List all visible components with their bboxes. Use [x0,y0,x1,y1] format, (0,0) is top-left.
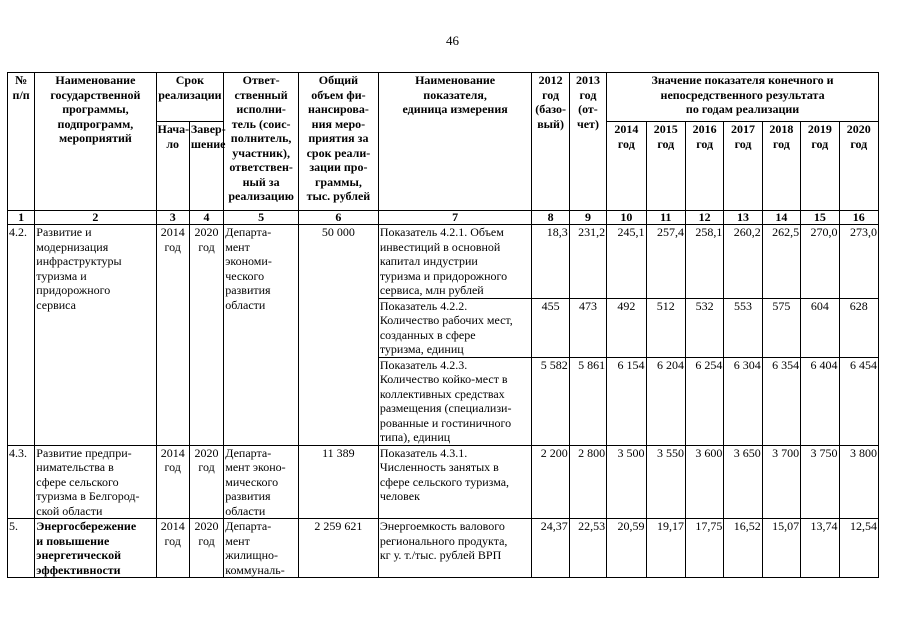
indicator-name: Энергоемкость валового регионального продукта, кг у. т./тыс. рублей ВРП [378,519,532,578]
row-number: 4.2. [8,225,35,446]
funding: 50 000 [299,225,379,446]
header-year: 2015 год [646,122,685,211]
indicator-name: Показатель 4.2.3. Количество койко-мест в коллективных средствах размещения (специализи- рованные и гостиничного типа), единиц [378,357,532,445]
value-cell: 473 [569,298,606,357]
value-cell: 492 [607,298,646,357]
column-number: 7 [378,211,532,225]
page-number: 46 [446,33,459,48]
header-term: Срок реализации [156,73,224,122]
value-cell: 16,52 [724,519,762,578]
value-cell: 6 204 [646,357,685,445]
header-indicator: Наименование показателя, единица измерения [378,73,532,211]
header-num: № п/п [8,73,35,211]
value-cell: 24,37 [532,519,569,578]
value-cell: 6 354 [762,357,800,445]
value-cell: 532 [685,298,723,357]
column-number: 11 [646,211,685,225]
value-cell: 2 800 [569,445,606,519]
value-cell: 19,17 [646,519,685,578]
indicator-name: Показатель 4.2.2. Количество рабочих мест, созданных в сфере туризма, единиц [378,298,532,357]
column-number: 1 [8,211,35,225]
column-number: 12 [685,211,723,225]
header-executor: Ответ- ственный исполни- тель (соис- полнитель, участник), ответствен- ный за реализацию [224,73,299,211]
value-cell: 12,54 [839,519,878,578]
table-row [8,225,879,299]
column-number: 3 [156,211,189,225]
value-cell: 3 650 [724,445,762,519]
value-cell: 3 800 [839,445,878,519]
column-number: 2 [35,211,156,225]
column-number: 10 [607,211,646,225]
value-cell: 3 600 [685,445,723,519]
value-cell: 455 [532,298,569,357]
term-end: 2020 год [189,225,223,446]
term-start: 2014 год [156,519,189,578]
value-cell: 5 582 [532,357,569,445]
header-2012: 2012 год (базо- вый) [532,73,569,211]
value-cell: 17,75 [685,519,723,578]
value-cell: 273,0 [839,225,878,299]
header-result: Значение показателя конечного и непосредственного результата по годам реализации [607,73,879,122]
value-cell: 5 861 [569,357,606,445]
row-number: 5. [8,519,35,578]
table-header [8,73,879,225]
term-end: 2020 год [189,519,223,578]
funding: 2 259 621 [299,519,379,578]
measure-name: Развитие предпри- нимательства в сфере сельского туризма в Белгород- ской области [35,445,156,519]
value-cell: 6 404 [801,357,839,445]
column-number: 4 [189,211,223,225]
executor: Департа- мент эконо- мического развития области [224,445,299,519]
value-cell: 2 200 [532,445,569,519]
program-table [7,72,879,578]
value-cell: 604 [801,298,839,357]
column-number: 14 [762,211,800,225]
value-cell: 512 [646,298,685,357]
value-cell: 15,07 [762,519,800,578]
column-number: 15 [801,211,839,225]
value-cell: 6 154 [607,357,646,445]
value-cell: 553 [724,298,762,357]
executor: Департа- мент жилищно- коммуналь- [224,519,299,578]
header-funding: Общий объем фи- нансирова- ния меро- приятия за срок реали- зации про- граммы, тыс. рублей [299,73,379,211]
table-row [8,519,879,578]
table-row [8,445,879,519]
header-year: 2020 год [839,122,878,211]
value-cell: 262,5 [762,225,800,299]
value-cell: 245,1 [607,225,646,299]
value-cell: 231,2 [569,225,606,299]
header-2013: 2013 год (от- чет) [569,73,606,211]
value-cell: 3 750 [801,445,839,519]
column-number-row [8,211,879,225]
column-number: 13 [724,211,762,225]
header-year: 2017 год [724,122,762,211]
value-cell: 3 500 [607,445,646,519]
header-name: Наименование государственной программы, подпрограмм, мероприятий [35,73,156,211]
value-cell: 575 [762,298,800,357]
value-cell: 6 304 [724,357,762,445]
column-number: 5 [224,211,299,225]
header-year: 2016 год [685,122,723,211]
value-cell: 270,0 [801,225,839,299]
column-number: 8 [532,211,569,225]
value-cell: 22,53 [569,519,606,578]
executor: Департа- мент экономи- ческого развития области [224,225,299,446]
value-cell: 260,2 [724,225,762,299]
column-number: 6 [299,211,379,225]
column-number: 16 [839,211,878,225]
value-cell: 257,4 [646,225,685,299]
column-number: 9 [569,211,606,225]
value-cell: 20,59 [607,519,646,578]
header-term-end: Завер- шение [189,122,223,211]
term-start: 2014 год [156,225,189,446]
indicator-name: Показатель 4.2.1. Объем инвестиций в основной капитал индустрии туризма и придорожного сервиса, млн рублей [378,225,532,299]
funding: 11 389 [299,445,379,519]
header-year: 2018 год [762,122,800,211]
value-cell: 13,74 [801,519,839,578]
header-year: 2019 год [801,122,839,211]
value-cell: 6 454 [839,357,878,445]
value-cell: 628 [839,298,878,357]
value-cell: 18,3 [532,225,569,299]
measure-name: Энергосбережение и повышение энергетической эффективности [35,519,156,578]
header-term-start: Нача- ло [156,122,189,211]
term-start: 2014 год [156,445,189,519]
value-cell: 3 550 [646,445,685,519]
row-number: 4.3. [8,445,35,519]
value-cell: 6 254 [685,357,723,445]
header-year: 2014 год [607,122,646,211]
term-end: 2020 год [189,445,223,519]
value-cell: 3 700 [762,445,800,519]
measure-name: Развитие и модернизация инфраструктуры туризма и придорожного сервиса [35,225,156,446]
indicator-name: Показатель 4.3.1. Численность занятых в сфере сельского туризма, человек [378,445,532,519]
value-cell: 258,1 [685,225,723,299]
